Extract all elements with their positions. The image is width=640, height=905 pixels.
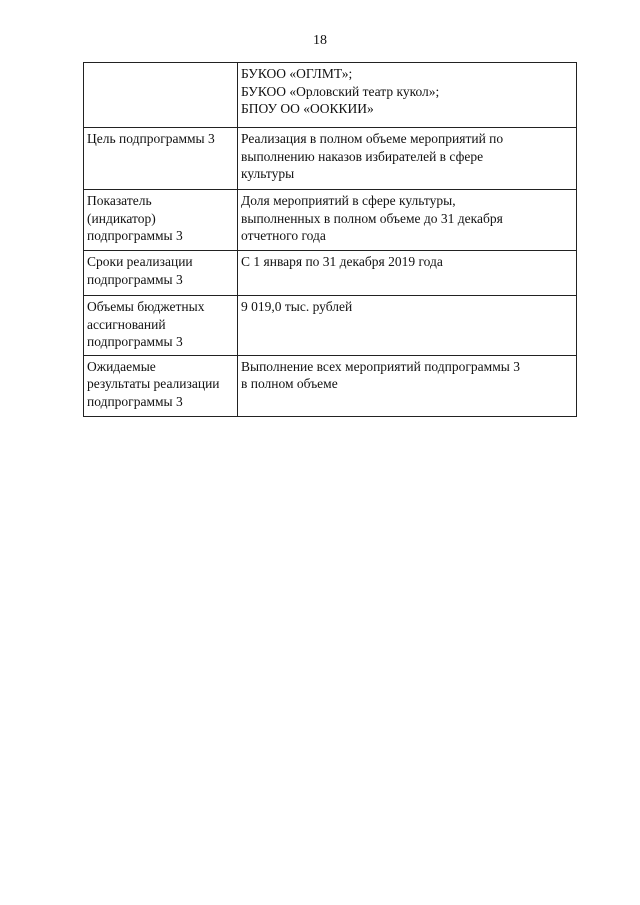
row-label: подпрограммы 3 — [87, 271, 183, 287]
row-label-cell — [84, 190, 238, 251]
row-value-line: выполнению наказов избирателей в сфере — [241, 148, 484, 164]
row-value-line: в полном объеме — [241, 376, 338, 391]
row-label: (индикатор) — [87, 210, 156, 226]
row-label-cell — [84, 63, 238, 128]
row-value-line: С 1 января по 31 декабря 2019 года — [241, 254, 443, 269]
row-label: подпрограммы 3 — [87, 228, 183, 243]
row-value-line: культуры — [241, 166, 295, 181]
row-label-cell — [84, 251, 238, 296]
table-row-expected-results — [84, 355, 577, 416]
row-label: результаты реализации — [87, 376, 220, 391]
table-row-timeframe — [84, 251, 577, 296]
table-row-goal — [84, 128, 577, 190]
row-label: подпрограммы 3 — [87, 334, 183, 349]
row-value-cell — [238, 190, 577, 251]
executor-line: БУКОО «Орловский театр кукол»; — [241, 83, 440, 99]
row-label: ассигнований — [87, 316, 166, 332]
row-value-cell — [238, 355, 577, 416]
row-label: Цель подпрограммы 3 — [87, 131, 215, 146]
row-value-cell — [238, 128, 577, 190]
row-label: Ожидаемые — [87, 358, 156, 374]
row-value-line: Выполнение всех мероприятий подпрограммы 3 — [241, 358, 520, 374]
row-value-line: отчетного года — [241, 228, 326, 243]
row-value-line: Доля мероприятий в сфере культуры, — [241, 193, 456, 208]
row-label: Показатель — [87, 193, 152, 208]
row-label-cell — [84, 296, 238, 356]
subprogram-passport-table — [83, 62, 577, 417]
row-label: подпрограммы 3 — [87, 393, 183, 409]
row-value-cell — [238, 63, 577, 128]
row-value-cell — [238, 296, 577, 356]
row-value-line: выполненных в полном объеме до 31 декабря — [241, 210, 503, 226]
row-label-cell — [84, 355, 238, 416]
row-value-line: 9 019,0 тыс. рублей — [241, 299, 353, 314]
row-label: Объемы бюджетных — [87, 299, 205, 314]
table-row-executors — [84, 63, 577, 128]
table-row-budget — [84, 296, 577, 356]
page-number: 18 — [313, 33, 327, 48]
row-label: Сроки реализации — [87, 254, 193, 269]
row-label-cell — [84, 128, 238, 190]
row-value-cell — [238, 251, 577, 296]
row-value-line: Реализация в полном объеме мероприятий по — [241, 131, 504, 146]
table-row-indicator — [84, 190, 577, 251]
executor-line: БПОУ ОО «ООККИИ» — [241, 101, 374, 116]
executor-line: БУКОО «ОГЛМТ»; — [241, 66, 353, 81]
